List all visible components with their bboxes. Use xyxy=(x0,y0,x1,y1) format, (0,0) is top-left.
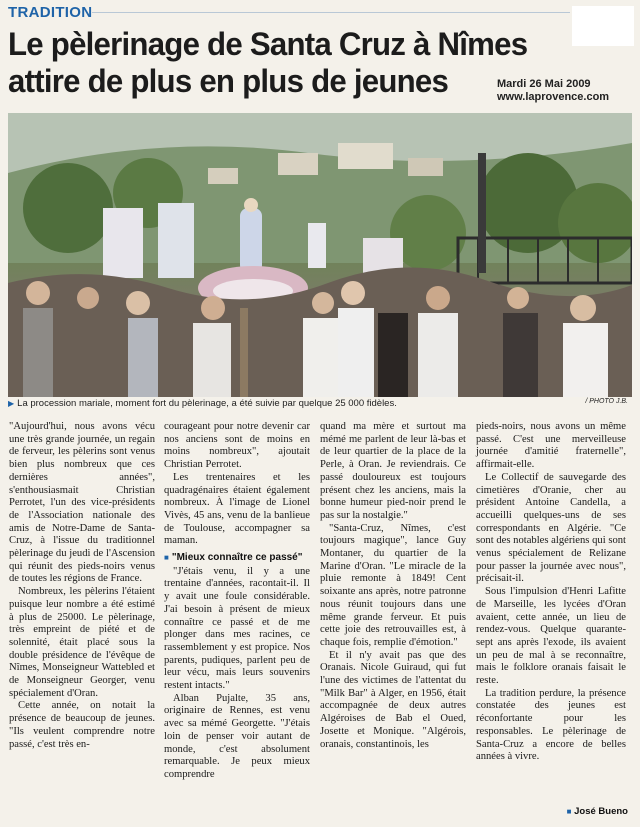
paragraph: Nombreux, les pèlerins l'étaient puisque leur nombre a été estimé à plus de 25000. Le pèlerinage, très empreint de piété et de solennité, était placé sous la double présidence de l'évêque de Nîmes, Monseigneur Wattebled et de Monseigneur Georger, venu spécialement d'Oran. xyxy=(9,586,155,699)
paragraph: "Santa-Cruz, Nîmes, c'est toujours magique", lance Guy Montaner, du quartier de la Marine d'Oran. "Le miracle de la pluie remonte à 1849! Cent soixante ans après, notre patronne nous réunit toujours dans une même grande ferveur. Et puis cette joie des retrouvailles est, à chaque fois, remplie d'émotion." xyxy=(320,522,466,648)
headline-line-1: Le pèlerinage de Santa Cruz à Nîmes xyxy=(8,26,528,62)
article-column-2 xyxy=(164,421,310,782)
section-rubric: TRADITION xyxy=(8,4,93,21)
caption-text: La procession mariale, moment fort du pèlerinage, a été suivie par quelque 25 000 fidèles. xyxy=(17,398,397,409)
paragraph: Sous l'impulsion d'Henri Lafitte de Marseille, les lycées d'Oran avaient, cette année, un lieu de rendez-vous. Quelque quarante-sept ans après l'exode, ils avaient un peu de mal à se reconnaître, mais le folklore oranais faisait le reste. xyxy=(476,586,626,687)
photo-caption xyxy=(8,398,632,411)
article-column-4 xyxy=(476,421,626,764)
publication-date: Mardi 26 Mai 2009 xyxy=(497,78,591,90)
paragraph: Alban Pujalte, 35 ans, originaire de Rennes, est venu avec sa mémé Georgette. "J'étais loin de penser voir autant de monde, c'est absolument remarquable. Je peux mieux comprendre xyxy=(164,692,310,780)
paragraph: quand ma mère et surtout ma mémé me parlent de leur là-bas et de leur quartier de la place de la Perle, à Oran. Je reviendrais. Ce passé douloureux est toujours présent chez les anciens, mais la bonne humeur pied-noir prend le pas sur la nostalgie." xyxy=(320,421,466,521)
square-bullet-icon: ■ xyxy=(164,553,169,563)
website-link[interactable]: www.laprovence.com xyxy=(497,91,610,103)
paragraph: pieds-noirs, nous avons un même passé. C'est une merveilleuse journée d'amitié fraternelle", affirmait-elle. xyxy=(476,421,626,471)
corner-blank-box xyxy=(572,6,634,46)
author-name: José Bueno xyxy=(574,806,628,817)
dateline xyxy=(497,78,609,104)
caption-arrow-icon: ▶ xyxy=(8,399,15,408)
paragraph: Les trentenaires et les quadragénaires étaient également nombreux. À l'image de Lionel Vivès, 45 ans, venu de la banlieue de Toulouse, accompagner sa maman. xyxy=(164,471,310,547)
paragraph: "J'étais venu, il y a une trentaine d'années, racontait-il. Il y avait une foule considérable. J'ai besoin à présent de mieux connaître ce passé et de me plonger dans mes racines, ce rassemblement y est propice. Nos parents, pudiques, parlent peu de leur vécu, mais leurs souvenirs restent intacts." xyxy=(164,565,310,692)
article-column-1 xyxy=(9,421,155,751)
paragraph: La tradition perdure, la présence constatée des jeunes est réconfortante pour les responsables. Le pèlerinage de Santa-Cruz a encore de belles années à vivre. xyxy=(476,687,626,763)
paragraph: Le Collectif de sauvegarde des cimetières d'Oranie, cher au président Antoine Candella, a accueilli quelques-uns de ses correspondants en Algérie. "Ce sont des notables algériens qui sont venus spécialement de Relizane pour passer la journée avec nous", précisait-il. xyxy=(476,471,626,585)
byline xyxy=(567,806,628,817)
article-column-3 xyxy=(320,421,466,751)
headline-line-2: attire de plus en plus de jeunes xyxy=(8,63,449,99)
article-headline xyxy=(8,26,528,100)
procession-photo xyxy=(8,113,632,397)
paragraph: Cette année, on notait la présence de beaucoup de jeunes. "Ils veulent comprendre notre passé, c'est très en- xyxy=(9,700,155,750)
intertitle-text: "Mieux connaître ce passé" xyxy=(171,552,303,564)
rubric-divider xyxy=(92,12,570,13)
paragraph: "Aujourd'hui, nous avons vécu une très grande journée, un regain de ferveur, les pèlerins sont venus bien plus nombreux que ces dernières années", s'enthousiasmait Christian Perrotet, l'un des vice-présidents de l'Association nationale des amis de Notre-Dame de Santa-Cruz, à l'issue du traditionnel pèlerinage du jeudi de l'Ascension qui réunit des pieds-noirs venus de toutes les régions de France. xyxy=(9,421,155,585)
photo-illustration xyxy=(8,113,632,397)
intertitle xyxy=(164,552,310,565)
end-square-icon: ■ xyxy=(566,807,572,816)
photo-credit: / PHOTO J.B. xyxy=(585,398,628,405)
paragraph: courageant pour notre devenir car nos anciens sont de moins en moins nombreux", ajoutait Christian Perrotet. xyxy=(164,421,310,471)
paragraph: Et il n'y avait pas que des Oranais. Nicole Guiraud, qui fut l'une des victimes de l'attentat du "Milk Bar" à Alger, en 1956, était accompagnée de deux autres Algéroises de Bab el Oued, Josette et Monique. "Algérois, oranais, constantinois, les xyxy=(320,649,466,750)
